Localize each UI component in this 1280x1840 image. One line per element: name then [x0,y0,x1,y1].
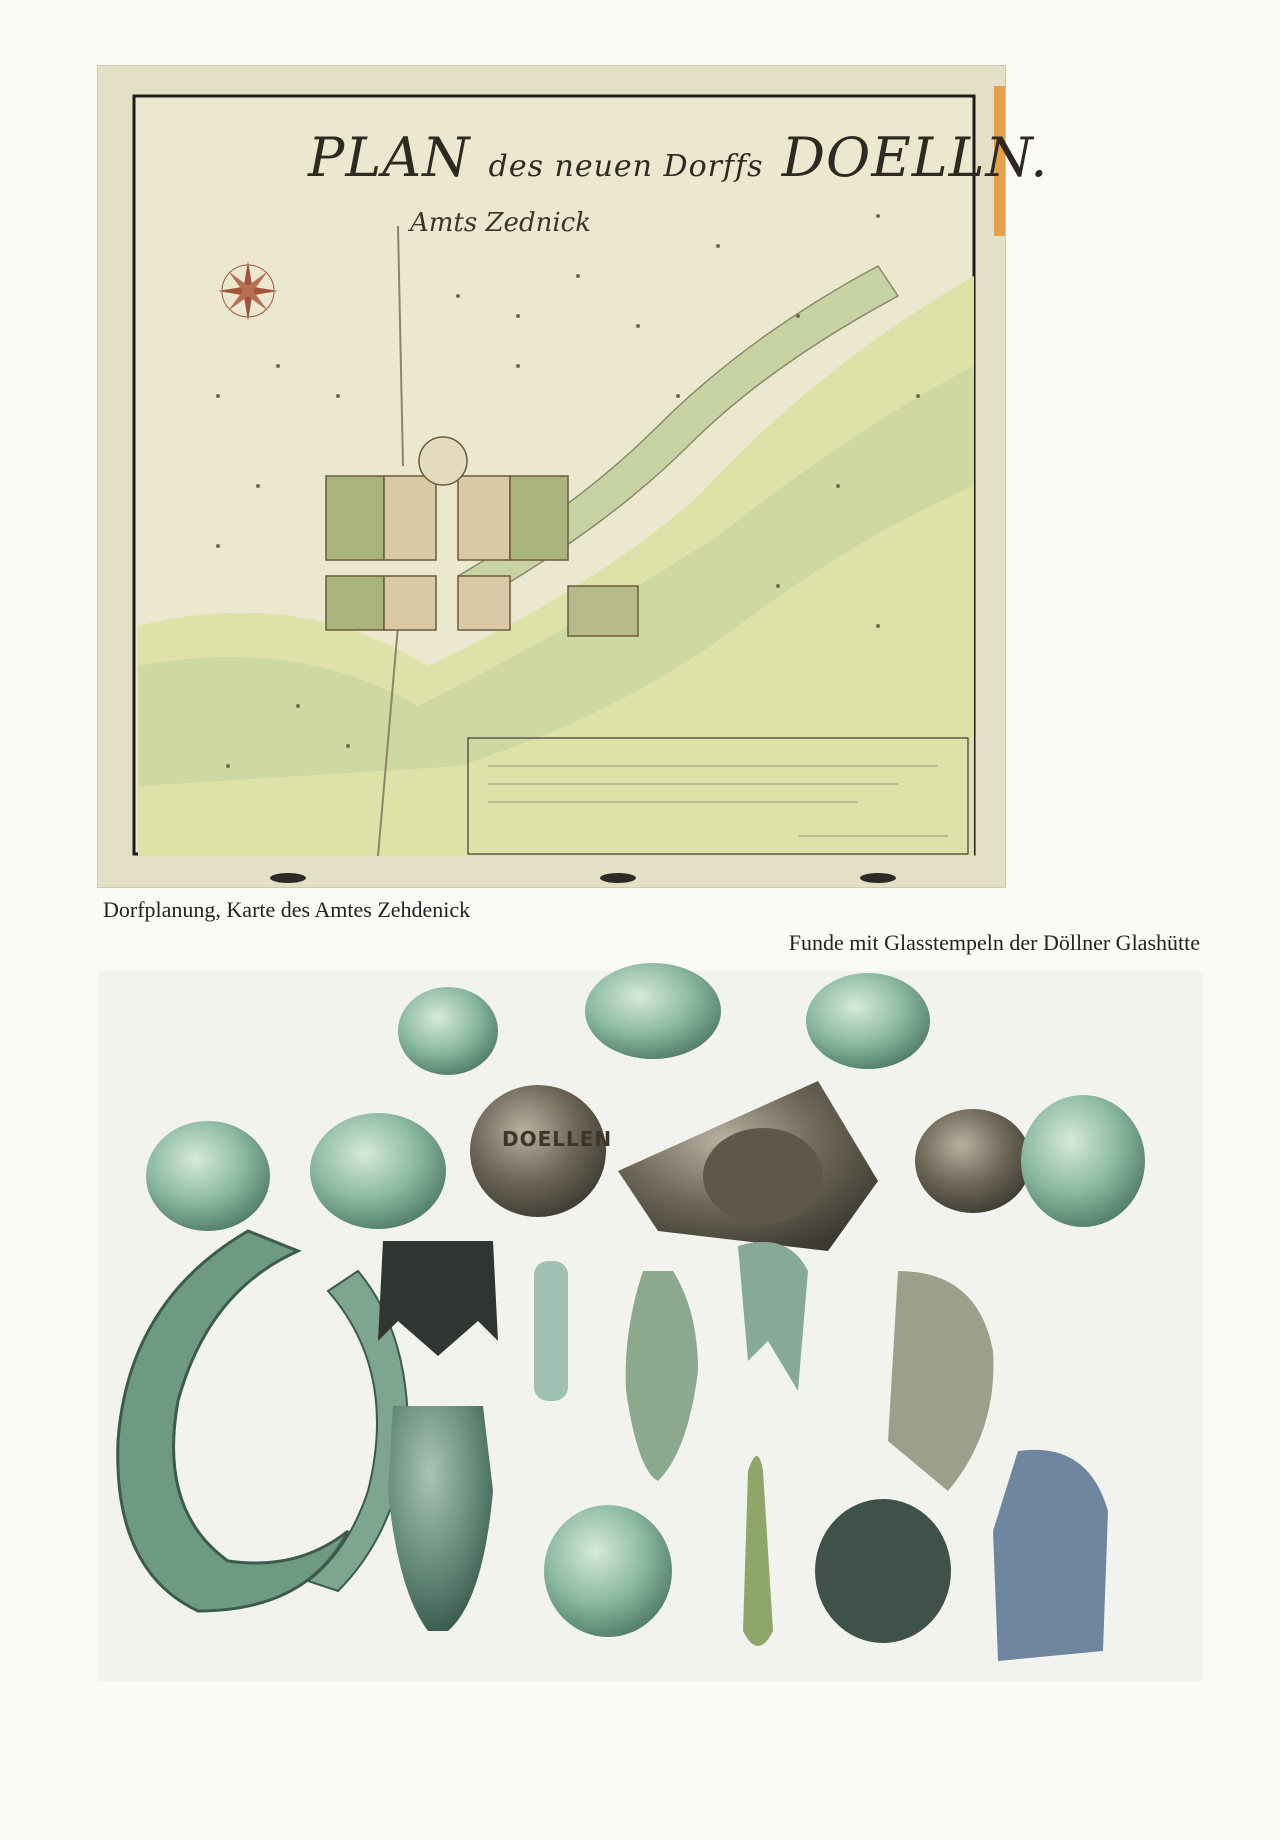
map-title [308,126,1048,189]
map-illustration [98,66,1005,887]
glass-finds-illustration [98,971,1203,1681]
glass-finds-photo [98,971,1203,1681]
finds-caption: Funde mit Glasstempeln der Döllner Glashütte [788,930,1200,955]
map-title-place: DOELLN. [781,126,1049,189]
seal-stamp-text: DOELLEN [502,1127,613,1151]
map-title-mid: des neuen Dorffs [488,149,764,184]
historic-map-photo [98,66,1049,887]
map-caption: Dorfplanung, Karte des Amtes Zehdenick [103,897,471,922]
map-title-main: PLAN [308,126,471,189]
map-subtitle: Amts Zednick [410,208,591,238]
